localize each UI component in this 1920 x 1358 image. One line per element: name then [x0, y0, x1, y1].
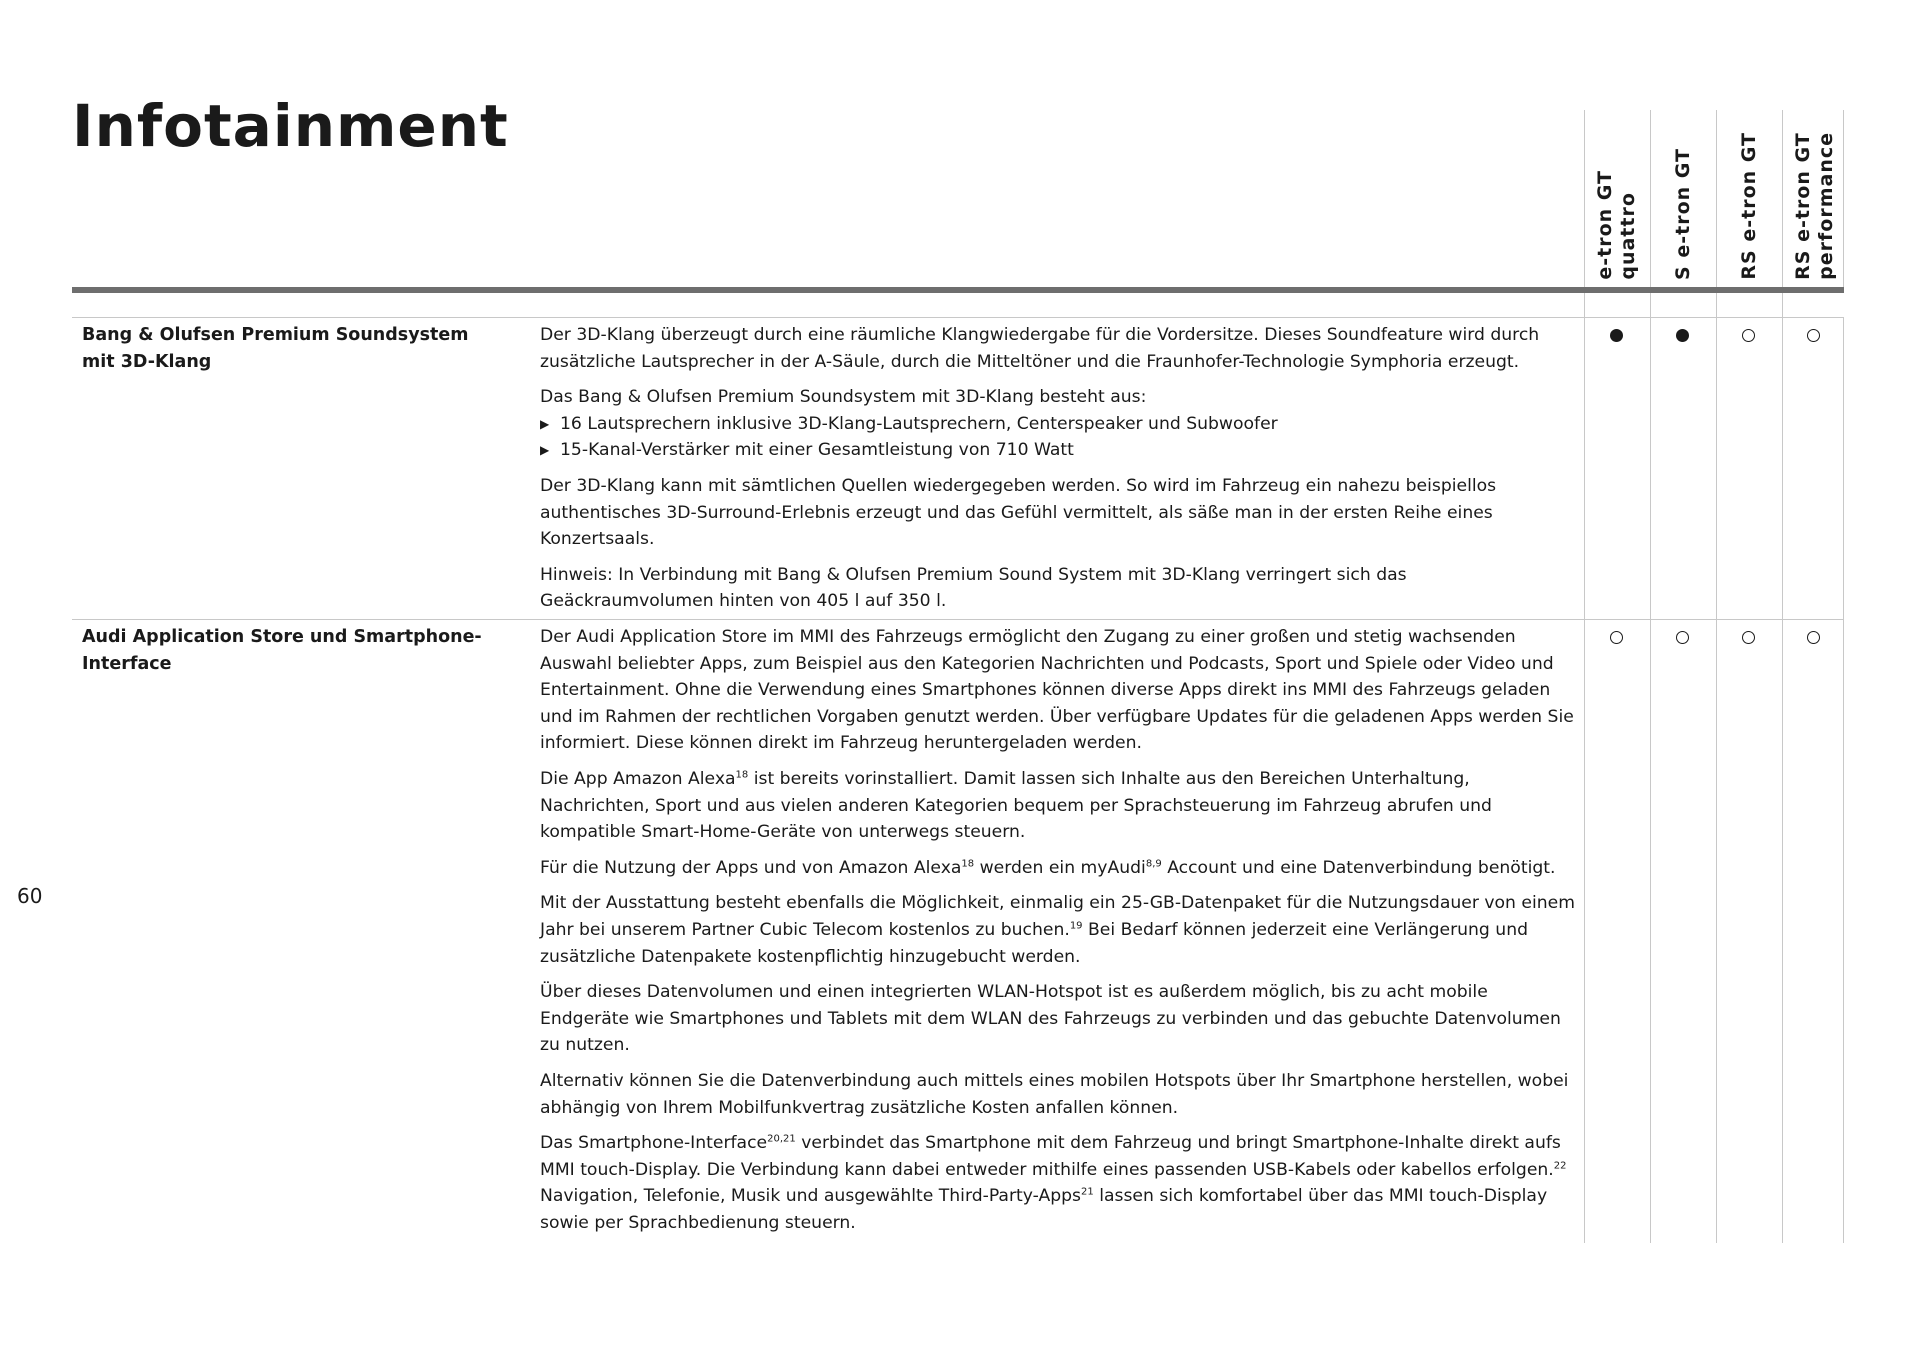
column-header-label: S e-tron GT [1671, 148, 1694, 280]
description-paragraph: Mit der Ausstattung besteht ebenfalls die Möglichkeit, einmalig ein 25-GB-Datenpaket für die Nutzungsdauer von einem Jahr bei unserem Partner Cubic Telecom kostenlos zu buchen.$^{19}$ Bei Bedarf können jederzeit eine Verlängerung und zusätzliche Datenpakete kostenpflichtig hinzugebucht werden. [540, 893, 1575, 967]
column-divider [1843, 110, 1844, 287]
column-header-s-etron-gt [1650, 108, 1716, 280]
column-header-rs-etron-gt-performance [1782, 108, 1848, 280]
column-divider [1843, 318, 1844, 1243]
list-item: ▶ 16 Lautsprechern inklusive 3D-Klang-Lautsprechern, Centerspeaker und Subwoofer [540, 411, 1580, 438]
column-divider [1782, 110, 1783, 287]
feature-description [540, 322, 1580, 624]
description-paragraph: Alternativ können Sie die Datenverbindung auch mittels eines mobilen Hotspots über Ihr Smartphone herstellen, wobei abhängig von Ihrem Mobilfunkvertrag zusätzliche Kosten anfallen können. [540, 1070, 1569, 1118]
feature-description [540, 624, 1580, 1245]
page-title: Infotainment [72, 92, 509, 160]
availability-open-circle-icon [1742, 329, 1755, 342]
column-header-label: RS e-tron GT [1737, 132, 1760, 280]
description-paragraph: Für die Nutzung der Apps und von Amazon Alexa$^{18}$ werden ein myAudi$^{8,9}$ Account und eine Datenverbindung benötigt. [540, 857, 1556, 878]
description-paragraph: Das Bang & Olufsen Premium Soundsystem mit 3D-Klang besteht aus: [540, 387, 1147, 408]
column-divider [1584, 293, 1585, 1243]
availability-open-circle-icon [1610, 631, 1623, 644]
availability-filled-dot-icon [1610, 329, 1623, 342]
feature-title: Audi Application Store und Smartphone-Interface [82, 627, 482, 674]
availability-filled-dot-icon [1676, 329, 1689, 342]
description-paragraph: Das Smartphone-Interface$^{20,21}$ verbindet das Smartphone mit dem Fahrzeug und bringt Smartphone-Inhalte direkt aufs MMI touch-Display. Die Verbindung kann dabei entweder mithilfe eines passenden USB-Kabels oder kabellos erfolgen.$^{22}$ Navigation, Telefonie, Musik und ausgewählte Third-Party-Apps$^{21}$ lassen sich komfortabel über das MMI touch-Display sowie per Sprachbedienung steuern. [540, 1133, 1567, 1233]
feature-title: Bang & Olufsen Premium Soundsystem mit 3D-Klang [82, 325, 469, 372]
triangle-bullet-icon: ▶ [540, 443, 550, 458]
availability-open-circle-icon [1807, 329, 1820, 342]
triangle-bullet-icon: ▶ [540, 416, 550, 431]
column-divider [1584, 110, 1585, 287]
availability-open-circle-icon [1676, 631, 1689, 644]
column-divider [1716, 110, 1717, 287]
column-header-rs-etron-gt [1716, 108, 1782, 280]
description-paragraph: Hinweis: In Verbindung mit Bang & Olufsen Premium Sound System mit 3D-Klang verringert sich das Geäckraumvolumen hinten von 405 l auf 350 l. [540, 564, 1407, 612]
description-paragraph: Der Audi Application Store im MMI des Fahrzeugs ermöglicht den Zugang zu einer großen und stetig wachsenden Auswahl beliebter Apps, zum Beispiel aus den Kategorien Nachrichten und Podcasts, Sport und Spiele oder Video und Entertainment. Ohne die Verwendung eines Smartphones können diverse Apps direkt ins MMI des Fahrzeugs geladen und im Rahmen der rechtlichen Vorgaben genutzt werden. Über verfügbare Updates für die geladenen Apps werden Sie informiert. Diese können direkt im Fahrzeug heruntergeladen werden. [540, 627, 1574, 754]
column-divider [1716, 293, 1717, 1243]
description-paragraph: Über dieses Datenvolumen und einen integrierten WLAN-Hotspot ist es außerdem möglich, bis zu acht mobile Endgeräte wie Smartphones und Tablets mit dem WLAN des Fahrzeugs zu verbinden und das gebuchte Datenvolumen zu nutzen. [540, 982, 1561, 1056]
column-header-label: e-tron GT quattro [1594, 170, 1639, 280]
page-number: 60 [17, 884, 43, 908]
component-list [540, 411, 1580, 464]
availability-open-circle-icon [1807, 631, 1820, 644]
list-item: ▶ 15-Kanal-Verstärker mit einer Gesamtleistung von 710 Watt [540, 437, 1580, 464]
description-paragraph: Der 3D-Klang kann mit sämtlichen Quellen wiedergegeben werden. So wird im Fahrzeug ein nahezu beispiellos authentisches 3D-Surround-Erlebnis erzeugt und das Gefühl vermittelt, als säße man in der ersten Reihe eines Konzertsaals. [540, 475, 1497, 550]
column-header-label: RS e-tron GT performance [1792, 132, 1837, 280]
column-divider [1650, 110, 1651, 287]
description-paragraph: Die App Amazon Alexa$^{18}$ ist bereits vorinstalliert. Damit lassen sich Inhalte aus den Bereichen Unterhaltung, Nachrichten, Sport und aus vielen anderen Kategorien bequem per Sprachsteuerung im Fahrzeug abrufen und kompatible Smart-Home-Geräte von unterwegs steuern. [540, 768, 1492, 843]
column-divider [1782, 293, 1783, 1243]
row-separator [72, 317, 1844, 318]
description-paragraph: Der 3D-Klang überzeugt durch eine räumliche Klangwiedergabe für die Vordersitze. Dieses Soundfeature wird durch zusätzliche Lautsprecher in der A-Säule, durch die Mitteltöner und die Fraunhofer-Technologie Symphoria erzeugt. [540, 325, 1540, 372]
column-divider [1650, 293, 1651, 1243]
availability-open-circle-icon [1742, 631, 1755, 644]
header-rule [72, 287, 1844, 293]
column-header-etron-gt-quattro [1584, 108, 1650, 280]
